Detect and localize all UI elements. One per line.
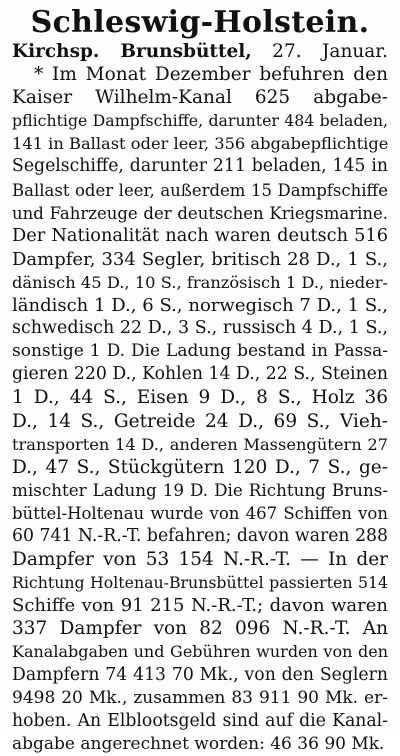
text-line: Dampfer von 53 154 N.-R.-T. — In der: [12, 549, 388, 571]
text-line: Dampfern 74 413 70 Mk., von den Seglern: [12, 664, 388, 685]
article-body: [12, 40, 388, 756]
text-line: und Fahrzeuge der deutschen Kriegsmarine.: [12, 203, 388, 223]
text-line: Ballast oder leer, außerdem 15 Dampfschiffe: [12, 180, 388, 200]
text-line: * Im Monat Dezember befuhren den: [34, 64, 388, 86]
text-line: pflichtige Dampfschiffe, darunter 484 beladen,: [12, 111, 388, 131]
text-line: D., 14 S., Getreide 24 D., 69 S., Vieh-: [12, 410, 388, 432]
text-line: 9498 20 Mk., zusammen 83 911 90 Mk. er-: [12, 687, 388, 708]
text-line: Dampfer, 334 Segler, britisch 28 D., 1 S.,: [12, 248, 388, 270]
headline: Schleswig-Holstein.: [30, 5, 370, 40]
text-line: transporten 14 D., anderen Massengütern 27: [12, 434, 388, 454]
text-line: schwedisch 22 D., 3 S., russisch 4 D., 1 S.,: [12, 318, 388, 339]
text-line: hoben. An Elblootsgeld sind auf die Kanal-: [12, 710, 388, 731]
text-line: Der Nationalität nach waren deutsch 516: [12, 225, 388, 246]
text-line: dänisch 45 D., 10 S., französisch 1 D., nieder-: [12, 272, 388, 292]
text-line: gieren 220 D., Kohlen 14 D., 22 S., Steinen: [12, 364, 388, 385]
text-line: mischter Ladung 19 D. Die Richtung Bruns-: [12, 479, 388, 500]
text-line: D., 47 S., Stückgütern 120 D., 7 S., ge-: [12, 456, 388, 478]
text-line: büttel-Holtenau wurde von 467 Schiffen von: [12, 503, 388, 523]
text-line: 1 D., 44 S., Eisen 9 D., 8 S., Holz 36: [12, 387, 388, 409]
dateline-date: 27. Januar.: [272, 41, 388, 62]
text-line: abgabe angerechnet worden: 46 36 90 Mk.: [12, 733, 385, 754]
text-line: Schiffe von 91 215 N.-R.-T.; davon waren: [12, 595, 388, 617]
text-line: ländisch 1 D., 6 S., norwegisch 7 D., 1 S.,: [12, 295, 388, 317]
text-line: Segelschiffe, darunter 211 beladen, 145 in: [12, 156, 388, 177]
text-line: Kaiser Wilhelm-Kanal 625 abgabe-: [12, 87, 388, 109]
text-line: Kanalabgaben und Gebühren wurden von den: [12, 642, 388, 662]
text-line: 60 741 N.-R.-T. befahren; davon waren 288: [12, 525, 388, 546]
text-line: sonstige 1 D. Die Ladung bestand in Passa-: [12, 341, 388, 362]
dateline-place: Kirchsp. Brunsbüttel,: [12, 41, 252, 62]
dateline: [12, 40, 388, 63]
text-line: Richtung Holtenau-Brunsbüttel passierten 514: [12, 573, 388, 593]
text-line: 141 in Ballast oder leer, 356 abgabepflichtige: [12, 134, 388, 154]
text-line: 337 Dampfer von 82 096 N.-R.-T. An: [12, 618, 388, 640]
